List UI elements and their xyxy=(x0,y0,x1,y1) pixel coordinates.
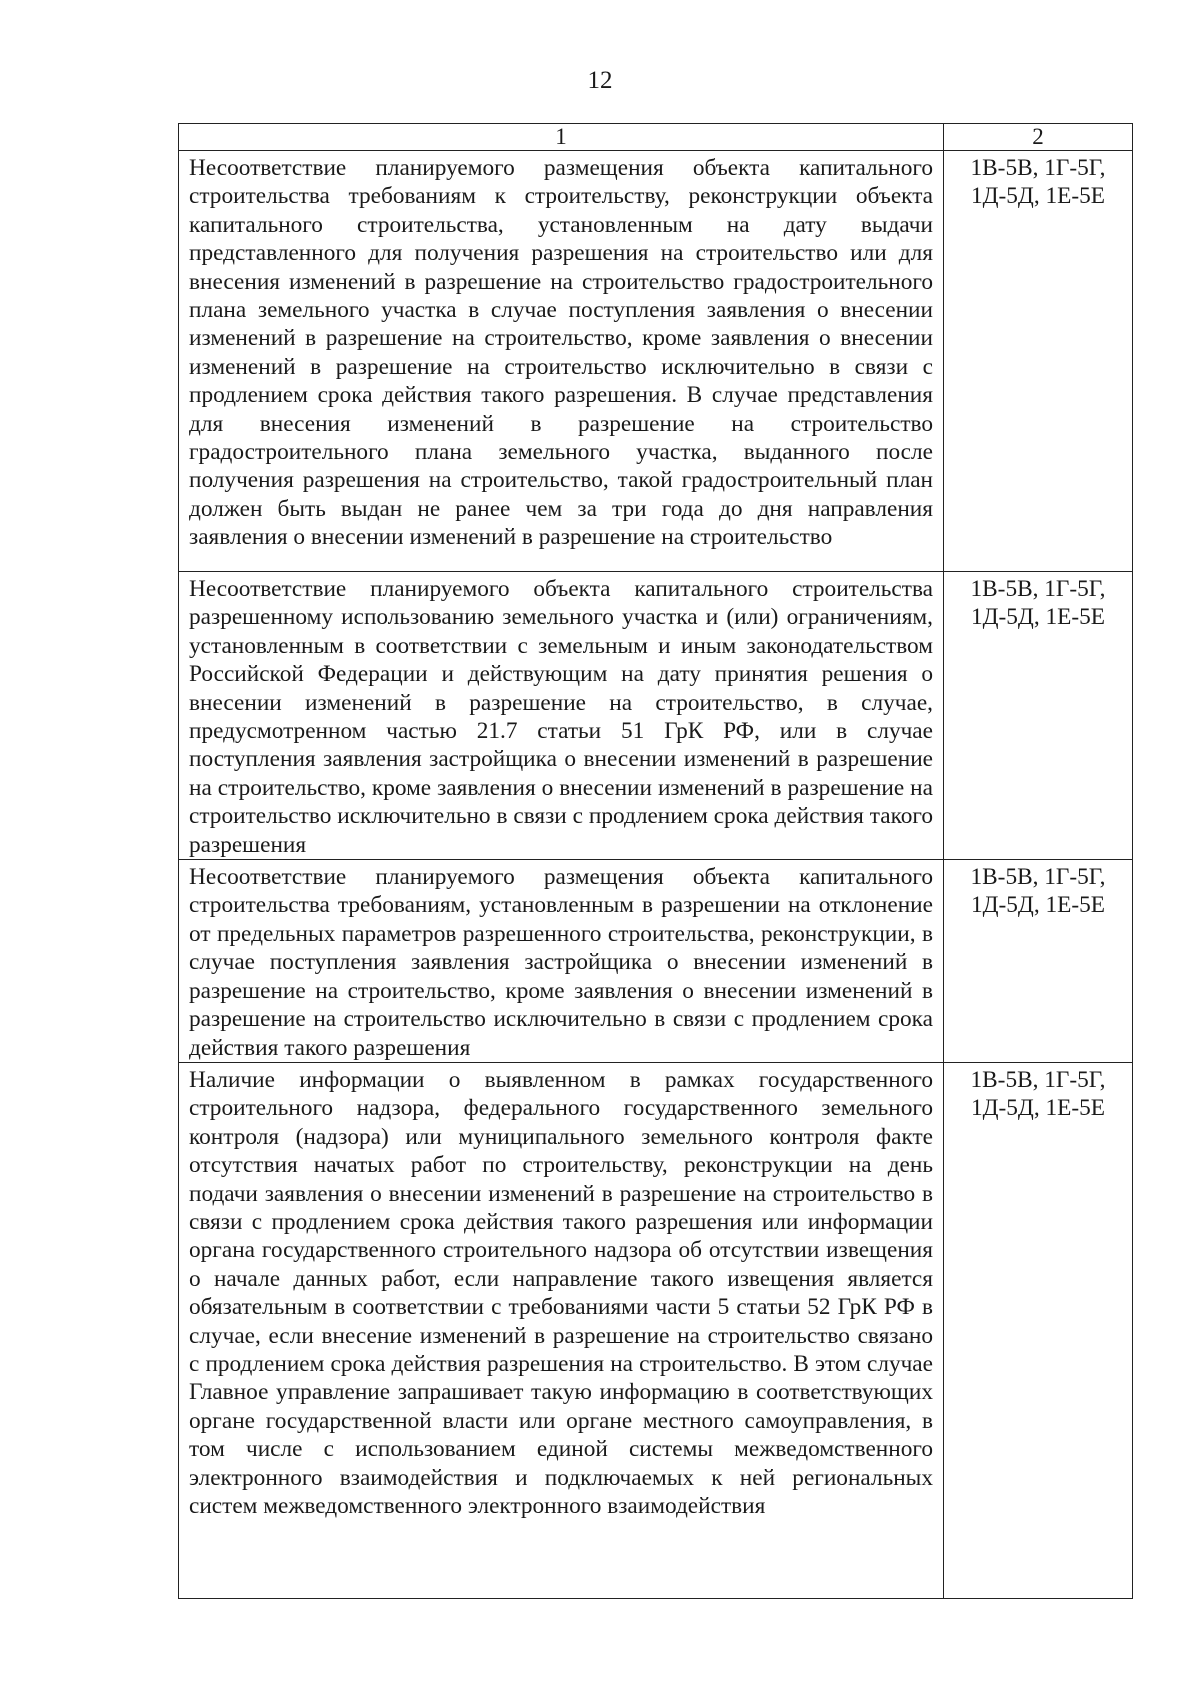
table-row xyxy=(179,151,1133,572)
column-header-2: 2 xyxy=(944,124,1133,151)
row-codes: 1В-5В, 1Г-5Г, 1Д-5Д, 1Е-5Е xyxy=(944,572,1133,860)
row-text: Несоответствие планируемого объекта капитального строительства разрешенному использованию земельного участка и (или) ограничениям, установленным в соответствии с земельным и иным законодательством Российской Федерации и действующим на дату принятия решения о внесении изменений в разрешение на строительство, в случае, предусмотренном частью 21.7 статьи 51 ГрК РФ, или в случае поступления заявления застройщика о внесении изменений в разрешение на строительство, кроме заявления о внесении изменений в разрешение на строительство исключительно в связи с продлением срока действия такого разрешения xyxy=(179,572,944,860)
row-text: Несоответствие планируемого размещения объекта капитального строительства требованиям, установленным в разрешении на отклонение от предельных параметров разрешенного строительства, реконструкции, в случае поступления заявления застройщика о внесении изменений в разрешение на строительство, кроме заявления о внесении изменений в разрешение на строительство исключительно в связи с продлением срока действия такого разрешения xyxy=(179,860,944,1063)
column-header-1: 1 xyxy=(179,124,944,151)
row-codes: 1В-5В, 1Г-5Г, 1Д-5Д, 1Е-5Е xyxy=(944,860,1133,1063)
conditions-table xyxy=(178,123,1133,1599)
row-codes: 1В-5В, 1Г-5Г, 1Д-5Д, 1Е-5Е xyxy=(944,151,1133,572)
row-text: Наличие информации о выявленном в рамках государственного строительного надзора, федерального государственного земельного контроля (надзора) или муниципального земельного контроля факте отсутствия начатых работ по строительству, реконструкции на день подачи заявления о внесении изменений в разрешение на строительство в связи с продлением срока действия такого разрешения или информации органа государственного строительного надзора об отсутствии извещения о начале данных работ, если направление такого извещения является обязательным в соответствии с требованиями части 5 статьи 52 ГрК РФ в случае, если внесение изменений в разрешение на строительство связано с продлением срока действия разрешения на строительство. В этом случае Главное управление запрашивает такую информацию в соответствующих органе государственной власти или органе местного самоуправления, в том числе с использованием единой системы межведомственного электронного взаимодействия и подключаемых к ней региональных систем межведомственного электронного взаимодействия xyxy=(179,1062,944,1598)
row-text: Несоответствие планируемого размещения объекта капитального строительства требованиям к строительству, реконструкции объекта капитального строительства, установленным на дату выдачи представленного для получения разрешения на строительство или для внесения изменений в разрешение на строительство градостроительного плана земельного участка в случае поступления заявления о внесении изменений в разрешение на строительство, кроме заявления о внесении изменений в разрешение на строительство исключительно в связи с продлением срока действия такого разрешения. В случае представления для внесения изменений в разрешение на строительство градостроительного плана земельного участка, выданного после получения разрешения на строительство, такой градостроительный план должен быть выдан не ранее чем за три года до дня направления заявления о внесении изменений в разрешение на строительство xyxy=(179,151,944,572)
table-row xyxy=(179,860,1133,1063)
page-number: 12 xyxy=(587,67,613,94)
table-header-row xyxy=(179,124,1133,151)
row-codes: 1В-5В, 1Г-5Г, 1Д-5Д, 1Е-5Е xyxy=(944,1062,1133,1598)
table-row xyxy=(179,572,1133,860)
table-row xyxy=(179,1062,1133,1598)
